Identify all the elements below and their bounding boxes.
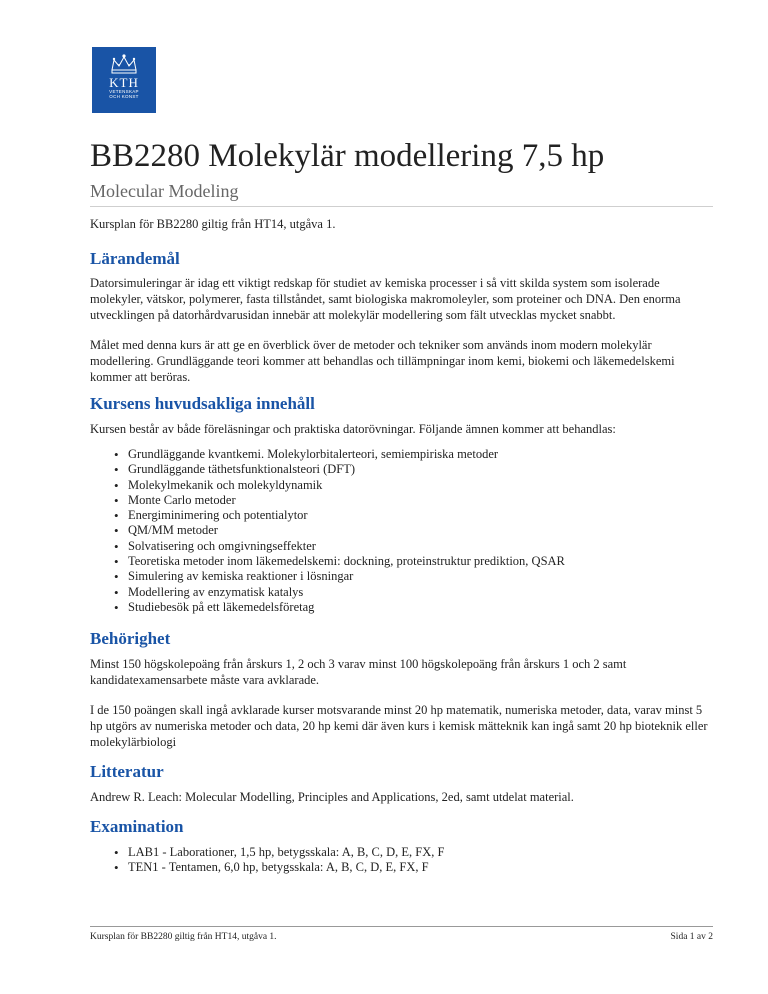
- paragraph: Målet med denna kurs är att ge en överblick över de metoder och tekniker som används inom modern molekylär modellering. Grundläggande teori kommer att behandlas och tillämpningar inom kemi, biokemi och läkemedelskemi kommer att beröras.: [90, 338, 675, 384]
- section-heading: Lärandemål: [90, 249, 180, 268]
- logo-text: KTH: [109, 75, 139, 90]
- paragraph: I de 150 poängen skall ingå avklarade kurser motsvarande minst 20 hp matematik, numeriska metoder, data, varav minst 5 hp utgörs av numeriska metoder och data, 20 hp kemi där även kurs i kemisk mätteknik kan ingå samt 20 hp bioteknik eller molekylärbiologi: [90, 703, 708, 749]
- crown-icon: [109, 53, 139, 75]
- list-item: • Energiminimering och potentialytor: [128, 508, 713, 523]
- paragraph: Kursen består av både föreläsningar och praktiska datorövningar. Följande ämnen kommer att behandlas:: [90, 422, 616, 436]
- list-item: • TEN1 - Tentamen, 6,0 hp, betygsskala: A, B, C, D, E, FX, F: [128, 860, 713, 875]
- paragraph: Andrew R. Leach: Molecular Modelling, Principles and Applications, 2ed, samt utdelat material.: [90, 790, 574, 804]
- list-item: • LAB1 - Laborationer, 1,5 hp, betygsskala: A, B, C, D, E, FX, F: [128, 845, 713, 860]
- kth-logo: [92, 47, 156, 113]
- section-larandemal: [90, 249, 713, 385]
- list-item: • Molekylmekanik och molekyldynamik: [128, 478, 713, 493]
- paragraph: Minst 150 högskolepoäng från årskurs 1, 2 och 3 varav minst 100 högskolepoäng från årskurs 1 och 2 samt kandidatexamensarbete måste vara avklarade.: [90, 657, 627, 687]
- list-item: • Monte Carlo metoder: [128, 493, 713, 508]
- section-heading: Behörighet: [90, 629, 171, 648]
- footer-left: Kursplan för BB2280 giltig från HT14, utgåva 1.: [90, 932, 277, 942]
- page-number: Sida 1 av 2: [670, 932, 713, 942]
- examination-list: [90, 845, 713, 876]
- section-heading: Litteratur: [90, 762, 164, 781]
- list-item: • Grundläggande täthetsfunktionalsteori (DFT): [128, 462, 713, 477]
- section-examination: [90, 817, 713, 876]
- list-item: • Simulering av kemiska reaktioner i lösningar: [128, 569, 713, 584]
- list-item: • Studiebesök på ett läkemedelsföretag: [128, 600, 713, 615]
- list-item: • Grundläggande kvantkemi. Molekylorbitalerteori, semiempiriska metoder: [128, 447, 713, 462]
- topic-list: [90, 447, 713, 615]
- page-subtitle: Molecular Modeling: [90, 181, 713, 207]
- page-title: BB2280 Molekylär modellering 7,5 hp: [90, 138, 605, 174]
- section-behorighet: [90, 629, 713, 750]
- list-item: • QM/MM metoder: [128, 523, 713, 538]
- paragraph: Datorsimuleringar är idag ett viktigt redskap för studiet av kemiska processer i så vitt skilda system som isolerade molekyler, vätskor, polymerer, fasta tillståndet, samt biologiska makromoleyler, som proteiner och DNA. Den enorma utvecklingen på datorhårdvarusidan innebär att molekylär modellering som fält utvecklas mycket snabbt.: [90, 276, 681, 322]
- section-heading: Examination: [90, 817, 184, 836]
- logo-subtext-2: OCH KONST: [109, 94, 139, 99]
- page-footer: [90, 926, 713, 942]
- section-innehall: [90, 394, 713, 615]
- section-litteratur: [90, 762, 713, 805]
- list-item: • Solvatisering och omgivningseffekter: [128, 539, 713, 554]
- logo-subtext-1: VETENSKAP: [109, 89, 139, 94]
- validity-note: Kursplan för BB2280 giltig från HT14, utgåva 1.: [90, 217, 336, 231]
- list-item: • Modellering av enzymatisk katalys: [128, 585, 713, 600]
- list-item: • Teoretiska metoder inom läkemedelskemi: dockning, proteinstruktur prediktion, QSAR: [128, 554, 713, 569]
- section-heading: Kursens huvudsakliga innehåll: [90, 394, 315, 413]
